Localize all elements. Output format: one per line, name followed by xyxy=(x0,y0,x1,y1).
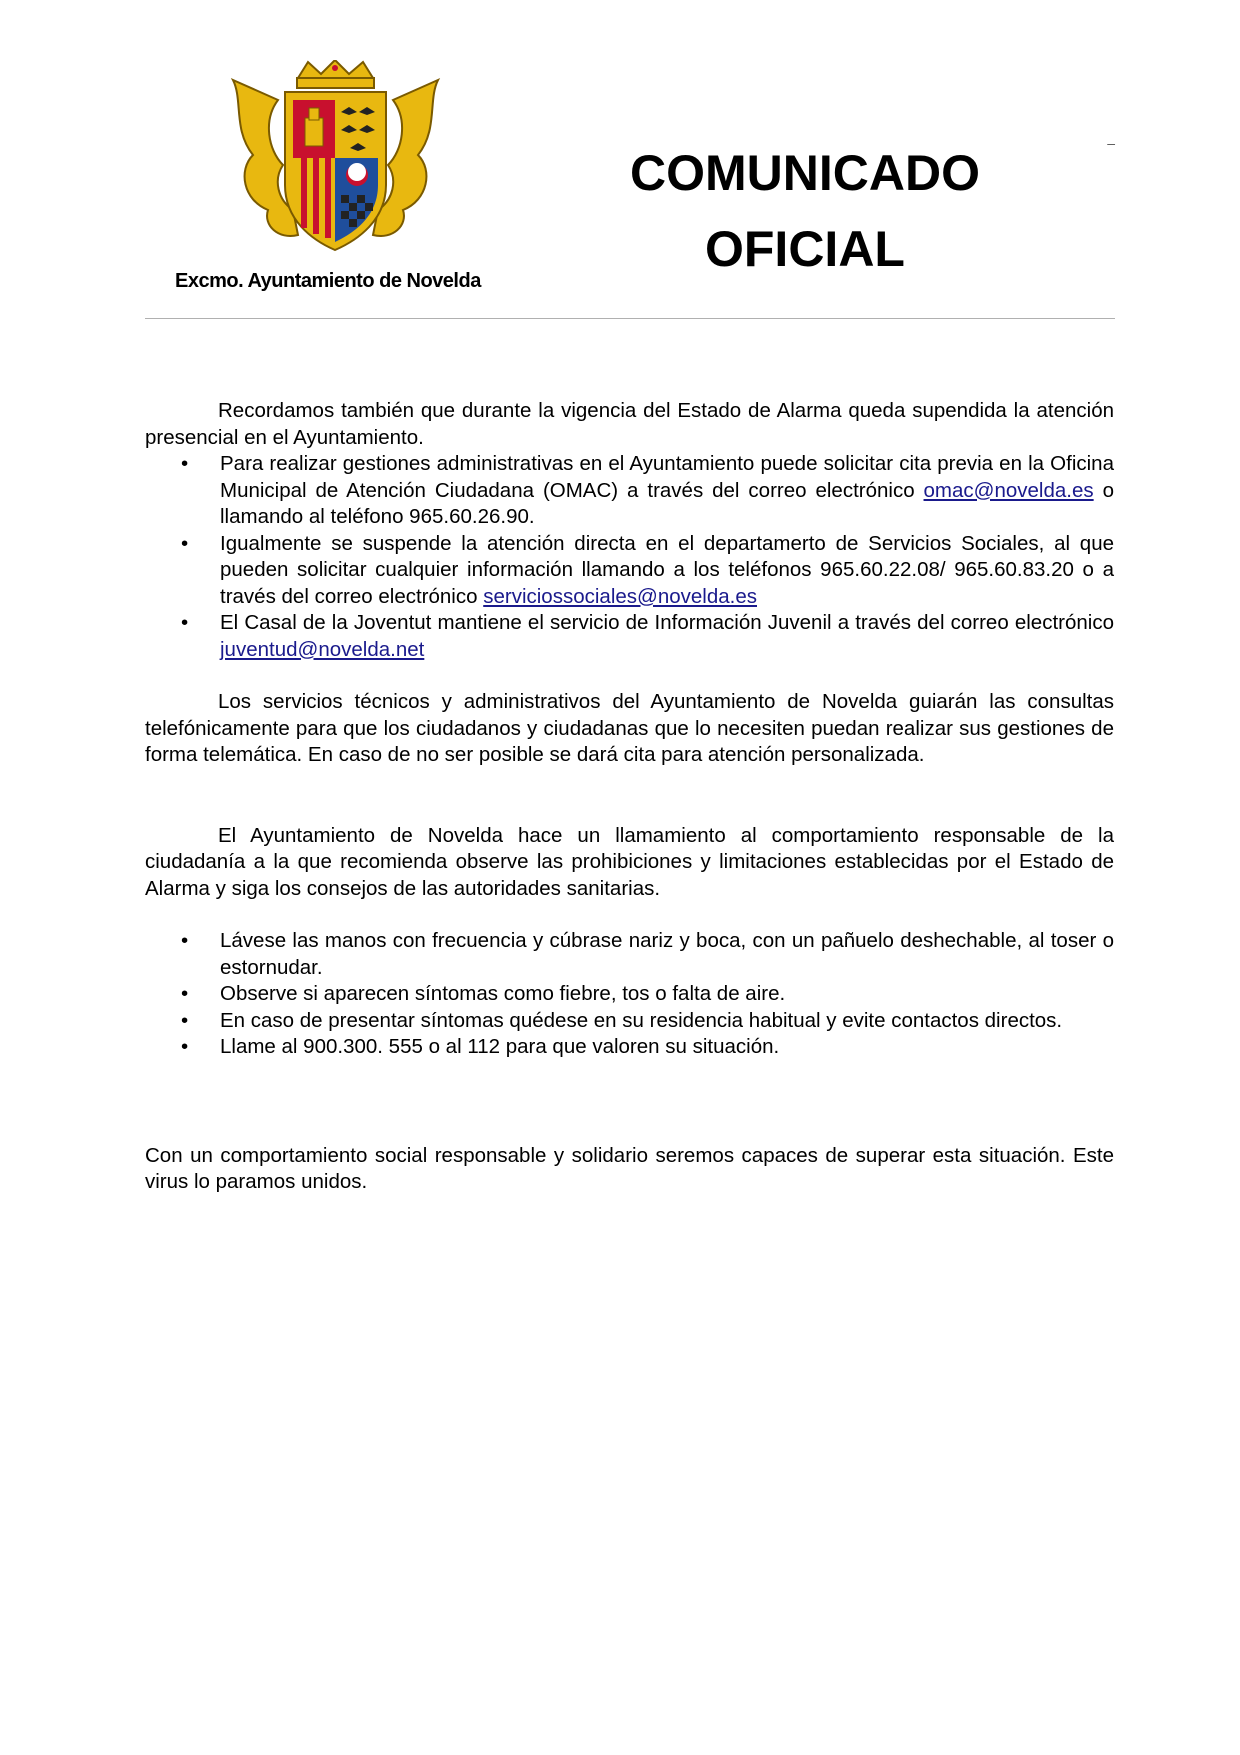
document-body xyxy=(145,398,1114,1196)
document-header xyxy=(145,55,1115,325)
bullet-icon: • xyxy=(181,452,189,475)
list-item: • Lávese las manos con frecuencia y cúbrase nariz y boca, con un pañuelo deshechable, al toser o estornudar. xyxy=(181,929,1114,979)
document-title xyxy=(585,135,1025,287)
bullet-icon: • xyxy=(181,929,189,952)
omac-email-link[interactable]: omac@novelda.es xyxy=(923,478,1094,502)
youth-email-link[interactable]: juventud@novelda.net xyxy=(220,637,425,661)
recommendations-list xyxy=(145,928,1114,1061)
coat-of-arms-icon xyxy=(223,60,448,260)
header-divider xyxy=(145,318,1115,319)
social-services-email-link[interactable]: serviciossociales@novelda.es xyxy=(483,584,757,608)
appeal-paragraph: El Ayuntamiento de Novelda hace un llamamiento al comportamiento responsable de la ciudadanía a la que recomienda observe las prohibiciones y limitaciones establecidas por el Estado de Alarma y siga los consejos de las autoridades sanitarias. xyxy=(145,823,1114,900)
technical-services-paragraph: Los servicios técnicos y administrativos del Ayuntamiento de Novelda guiarán las consultas telefónicamente para que los ciudadanos y ciudadanas que lo necesiten puedan realizar sus gestiones de forma telemática. En caso de no ser posible se dará cita para atención personalizada. xyxy=(145,690,1114,766)
list-item: • El Casal de la Joventut mantiene el servicio de Información Juvenil a través del correo electrónico juventud@novelda.net xyxy=(181,611,1114,661)
bullet-icon: • xyxy=(181,1035,189,1058)
bullet-icon: • xyxy=(181,531,189,555)
intro-paragraph: Recordamos también que durante la vigencia del Estado de Alarma queda supendida la atención presencial en el Ayuntamiento. xyxy=(145,399,1114,449)
bullet-icon: • xyxy=(181,611,189,634)
list-item: • Observe si aparecen síntomas como fiebre, tos o falta de aire. xyxy=(145,981,1114,1008)
corner-mark: – xyxy=(1107,135,1115,151)
services-list xyxy=(145,451,1114,663)
list-item: • Llame al 900.300. 555 o al 112 para que valoren su situación. xyxy=(145,1034,1114,1061)
list-item: • Igualmente se suspende la atención directa en el departamerto de Servicios Sociales, al que pueden solicitar cualquier información llamando a los teléfonos 965.60.22.08/ 965.60.83.20 o a través del correo electrónico serviciossociales@novelda.es xyxy=(181,531,1114,608)
closing-paragraph: Con un comportamiento social responsable y solidario seremos capaces de superar esta situación. Este virus lo paramos unidos. xyxy=(145,1143,1114,1193)
organization-name: Excmo. Ayuntamiento de Novelda xyxy=(175,270,481,292)
title-line-1: COMUNICADO xyxy=(630,145,980,201)
list-item: • Para realizar gestiones administrativas en el Ayuntamiento puede solicitar cita previa en la Oficina Municipal de Atención Ciudadana (OMAC) a través del correo electrónico omac@novelda.es o llamando al teléfono 965.60.26.90. xyxy=(181,452,1114,528)
bullet-icon: • xyxy=(181,982,189,1005)
bullet-icon: • xyxy=(181,1008,189,1032)
list-item: • En caso de presentar síntomas quédese en su residencia habitual y evite contactos directos. xyxy=(145,1008,1114,1035)
title-line-2: OFICIAL xyxy=(705,221,905,277)
